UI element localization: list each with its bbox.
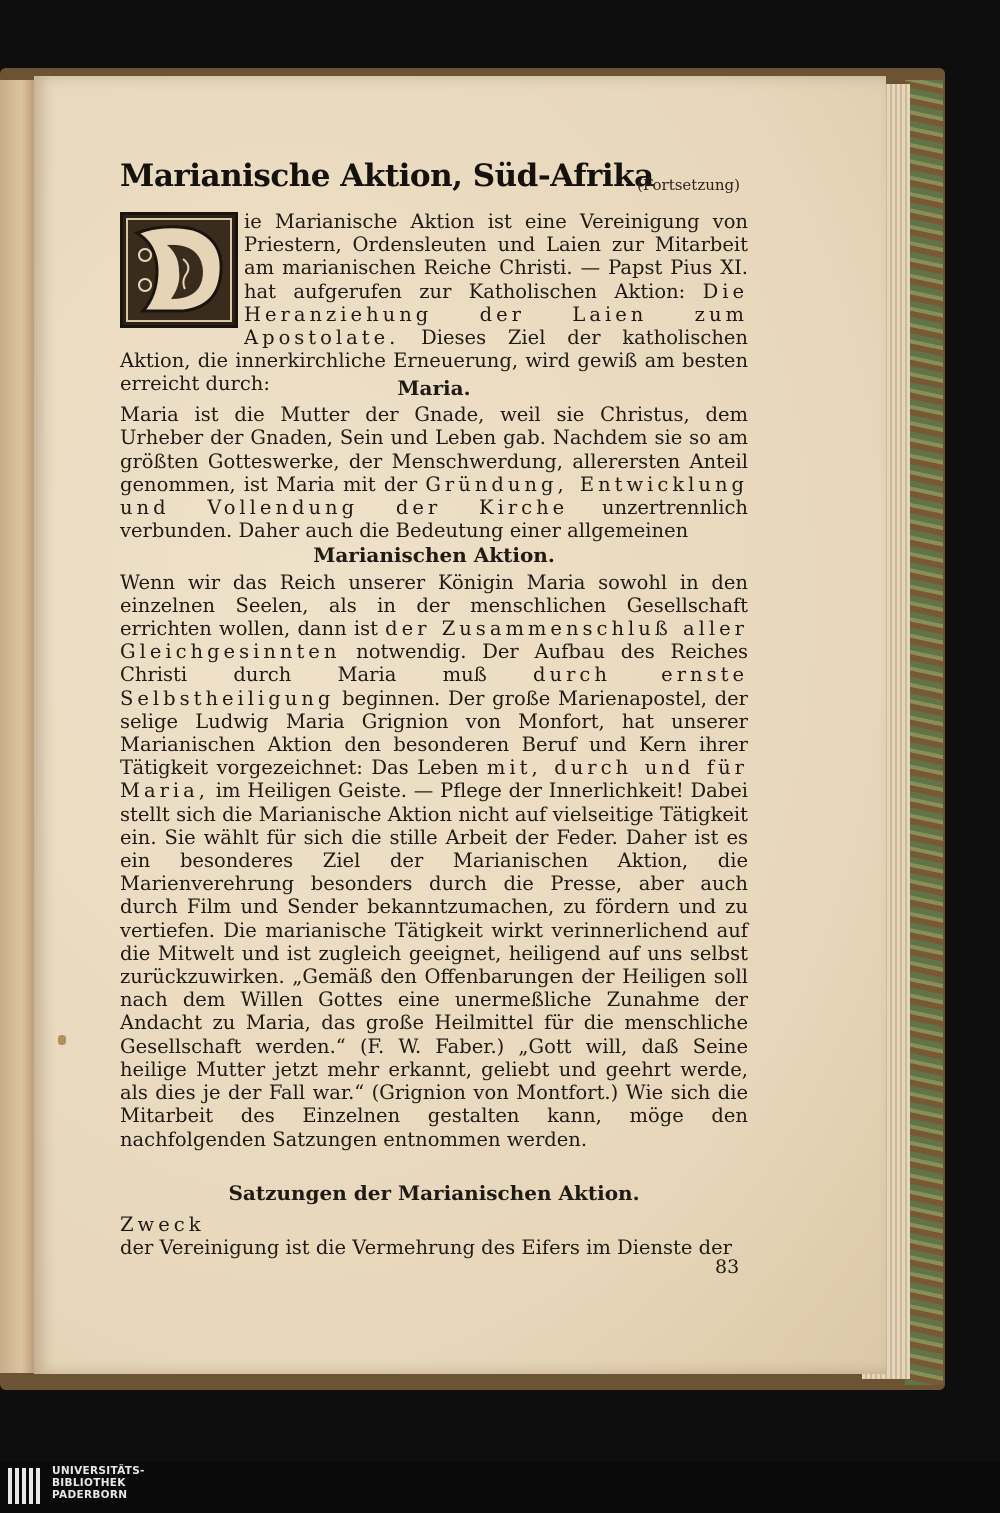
- aktion-spaced-f: mit, durch und für Maria,: [120, 756, 748, 803]
- heading-marianischen-aktion: Marianischen Aktion.: [313, 543, 555, 568]
- aktion-text-a: Wenn wir das Reich unserer Königin Maria sowohl in den einzelnen Seelen, als in der menschlichen Gesellschaft errichten wollen, dann ist: [120, 570, 748, 641]
- aktion-text-e: beginnen. Der große Marienapostel, der selige Ludwig Maria Grignion von Monfort, hat unserer Marianischen Aktion den besonderen Beruf und Kern ihrer Tätigkeit vorgezeichnet: Das Leben: [120, 686, 748, 780]
- title-row: [120, 158, 750, 198]
- ornament-icon: [123, 215, 235, 325]
- intro-text-1: ie Marianische Aktion ist eine Vereinigung von Priestern, Ordensleuten und Laien zur Mitarbeit am marianischen Reiche Christi. — Papst Pius XI. hat aufgerufen zur Katholischen Aktion:: [244, 210, 748, 303]
- page-number: 83: [715, 1256, 740, 1278]
- aktion-text-g: im Heiligen Geiste. — Pflege der Innerlichkeit! Dabei stellt sich die Marianische Aktion nicht auf vielseitige Tätigkeit ein. Sie wählt für sich die stille Arbeit der Feder. Daher ist es ein besonderes Ziel der Marianischen Aktion, die Marienverehrung besonders durch die Presse, aber auch durch Film und Sender bekanntzumachen, zu fördern und zu vertiefen. Die marianische Tätigkeit wirkt verinnerlichend auf die Mitwelt und ist zugleich geeignet, heiligend auf uns selbst zurückzuwirken. „Gemäß den Offenbarungen der Heiligen soll nach dem Willen Gottes eine unermeßliche Zunahme der Andacht zu Maria, das große Heilmittel für die menschliche Gesellschaft werden.“ (F. W. Faber.) „Gott will, daß Seine heilige Mutter jetzt mehr erkannt, geliebt und geehrt werde, als dies je der Fall war.“ (Grignion von Montfort.) Wie sich die Mitarbeit des Einzelnen gestalten kann, möge den nachfolgenden Satzungen entnommen werden.: [120, 779, 748, 1151]
- maria-text-2: unzertrennlich verbunden. Daher auch die Bedeutung einer allgemeinen: [120, 496, 748, 543]
- subheading-zweck: Zweck: [120, 1213, 205, 1237]
- aktion-text-c: notwendig. Der Aufbau des Reiches Christi durch Maria muß: [120, 640, 748, 687]
- heading-satzungen: Satzungen der Marianischen Aktion.: [228, 1181, 640, 1205]
- heading-maria: Maria.: [397, 376, 471, 400]
- left-page-edge: [0, 80, 36, 1373]
- library-name: [52, 1466, 145, 1501]
- satzungen-text: der Vereinigung ist die Vermehrung des Eifers im Dienste der: [120, 1236, 732, 1260]
- satzungen-block: [120, 1180, 748, 1260]
- aktion-spaced-b: der Zusammenschluß aller Gleichgesinnten: [120, 617, 748, 664]
- main-text-block: [120, 375, 748, 1151]
- stain: [58, 1035, 66, 1045]
- intro-text-2: Dieses Ziel der katholischen Aktion, die innerkirchliche Erneuerung, wird gewiß am besten erreicht durch:: [120, 326, 748, 396]
- maria-text-1: Maria ist die Mutter der Gnade, weil sie Christus, dem Urheber der Gnaden, Sein und Leben gab. Nachdem sie so am größten Gotteswerke, der Menschwerdung, allerersten Anteil genommen, ist Maria mit der: [120, 403, 748, 496]
- ornamental-initial: [120, 212, 238, 328]
- maria-spaced: Gründung, Entwicklung und Vollendung der Kirche: [120, 472, 748, 520]
- paragraph-aktion: [120, 571, 748, 1151]
- library-line-2: BIBLIOTHEK: [52, 1476, 126, 1489]
- library-logo-icon: [6, 1466, 44, 1506]
- continuation-note: (Fortsetzung): [637, 176, 740, 194]
- intro-paragraph: [120, 210, 748, 396]
- library-line-1: UNIVERSITÄTS-: [52, 1465, 145, 1477]
- intro-spaced: Die Heranziehung der Laien zum Apostolate.: [244, 279, 748, 350]
- library-line-3: PADERBORN: [52, 1488, 128, 1501]
- aktion-spaced-d: durch ernste Selbstheiligung: [120, 663, 748, 710]
- paragraph-maria: [120, 403, 748, 542]
- page-title: Marianische Aktion, Süd-Afrika: [120, 158, 654, 194]
- library-footer: [0, 1462, 1000, 1513]
- marbled-edge: [905, 80, 943, 1385]
